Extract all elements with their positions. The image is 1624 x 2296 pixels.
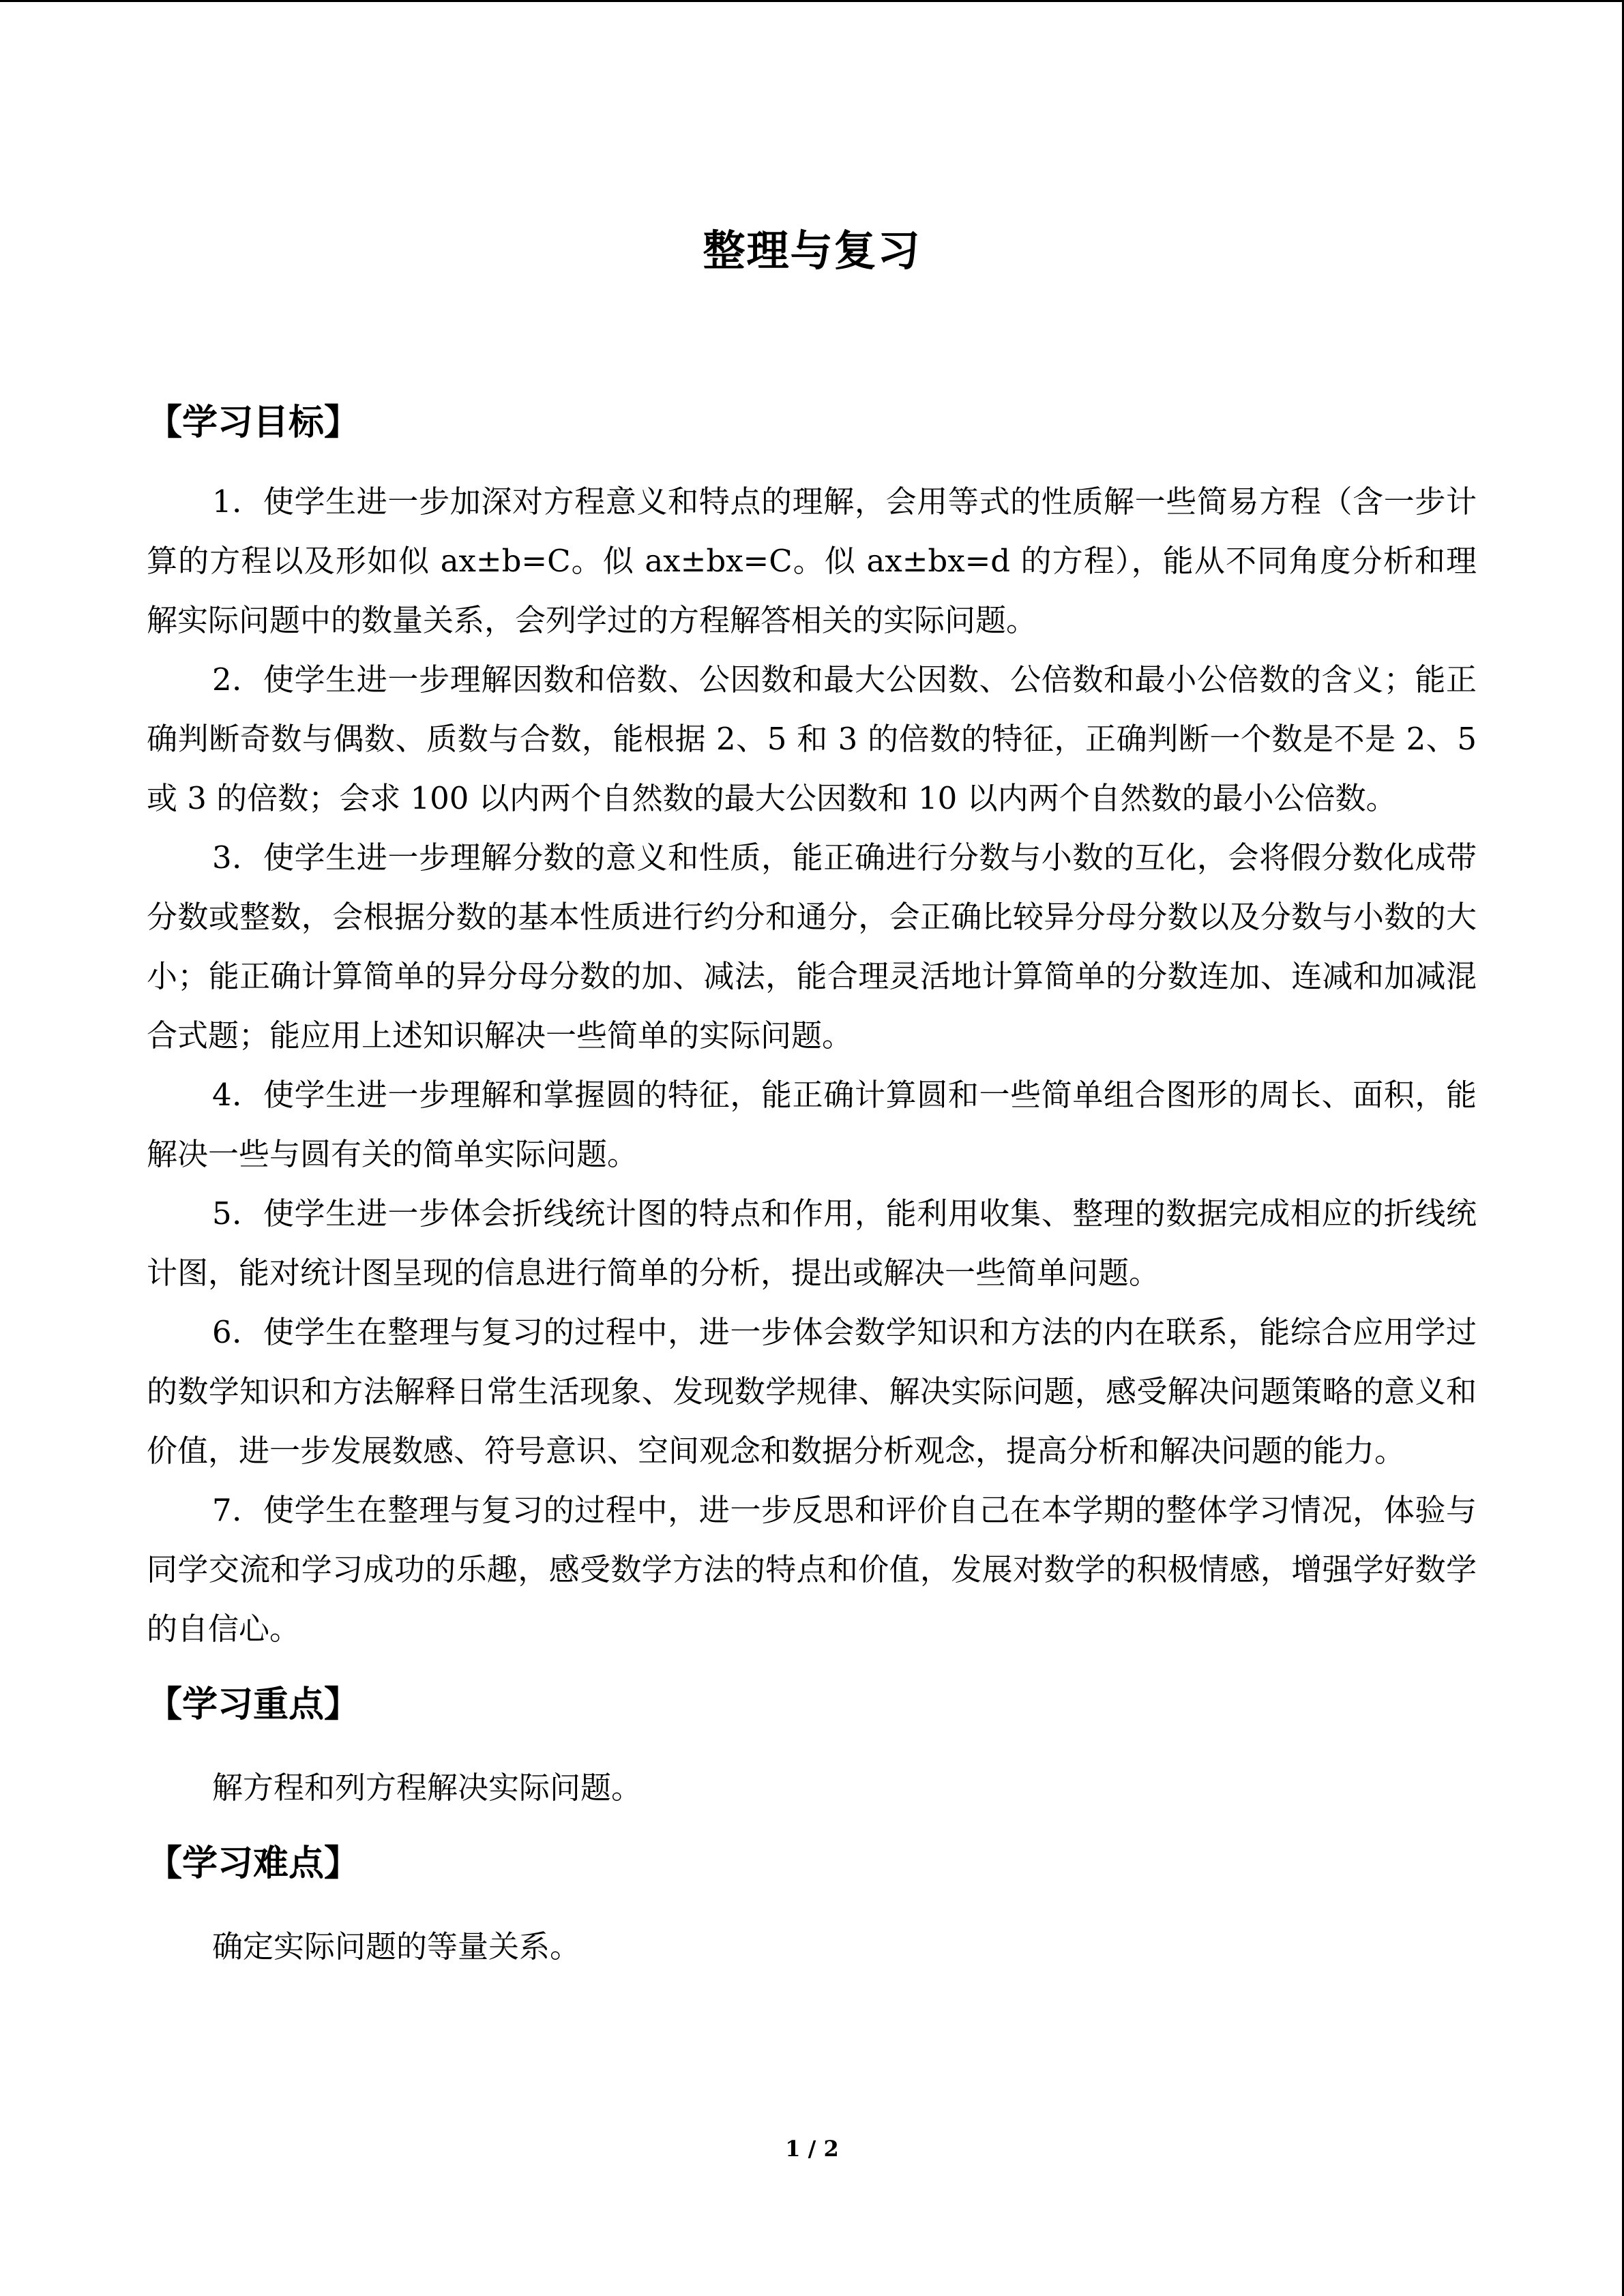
objective-item: 6．使学生在整理与复习的过程中，进一步体会数学知识和方法的内在联系，能综合应用学过的数学知识和方法解释日常生活现象、发现数学规律、解决实际问题，感受解决问题策略的意义和价值，进一步发展数感、符号意识、空间观念和数据分析观念，提高分析和解决问题的能力。 bbox=[147, 1314, 1477, 1469]
key-points-text: 解方程和列方程解决实际问题。 bbox=[212, 1770, 643, 1806]
document-title: 整理与复习 bbox=[703, 226, 921, 275]
objective-item: 1．使学生进一步加深对方程意义和特点的理解，会用等式的性质解一些简易方程（含一步计算的方程以及形如似 ax±b=C。似 ax±bx=C。似 ax±bx=d 的方程），能从不同角度分析和理解实际问题中的数量关系，会列学过的方程解答相关的实际问题。 bbox=[147, 483, 1477, 638]
objective-item: 4．使学生进一步理解和掌握圆的特征，能正确计算圆和一些简单组合图形的周长、面积，能解决一些与圆有关的简单实际问题。 bbox=[147, 1077, 1477, 1172]
difficulties-heading: 【学习难点】 bbox=[147, 1843, 360, 1884]
page-border-top bbox=[0, 0, 1624, 2]
key-points-heading: 【学习重点】 bbox=[147, 1684, 360, 1725]
document-body bbox=[147, 397, 1477, 1976]
objective-item: 3．使学生进一步理解分数的意义和性质，能正确进行分数与小数的互化，会将假分数化成带分数或整数，会根据分数的基本性质进行约分和通分，会正确比较异分母分数以及分数与小数的大小；能正确计算简单的异分母分数的加、减法，能合理灵活地计算简单的分数连加、连减和加减混合式题；能应用上述知识解决一些简单的实际问题。 bbox=[147, 839, 1477, 1054]
objectives-list bbox=[147, 472, 1477, 1658]
objective-item: 2．使学生进一步理解因数和倍数、公因数和最大公因数、公倍数和最小公倍数的含义；能正确判断奇数与偶数、质数与合数，能根据 2、5 和 3 的倍数的特征，正确判断一个数是不是 2、5 或 3 的倍数；会求 100 以内两个自然数的最大公因数和 10 以内两个自然数的最小公倍数。 bbox=[147, 661, 1477, 816]
difficulties-text: 确定实际问题的等量关系。 bbox=[212, 1928, 581, 1965]
objective-item: 5．使学生进一步体会折线统计图的特点和作用，能利用收集、整理的数据完成相应的折线统计图，能对统计图呈现的信息进行简单的分析，提出或解决一些简单问题。 bbox=[147, 1195, 1477, 1291]
page-number: 1 / 2 bbox=[785, 2136, 839, 2162]
objective-item: 7．使学生在整理与复习的过程中，进一步反思和评价自己在本学期的整体学习情况，体验与同学交流和学习成功的乐趣，感受数学方法的特点和价值，发展对数学的积极情感，增强学好数学的自信心。 bbox=[147, 1492, 1477, 1647]
objectives-heading: 【学习目标】 bbox=[147, 402, 360, 443]
